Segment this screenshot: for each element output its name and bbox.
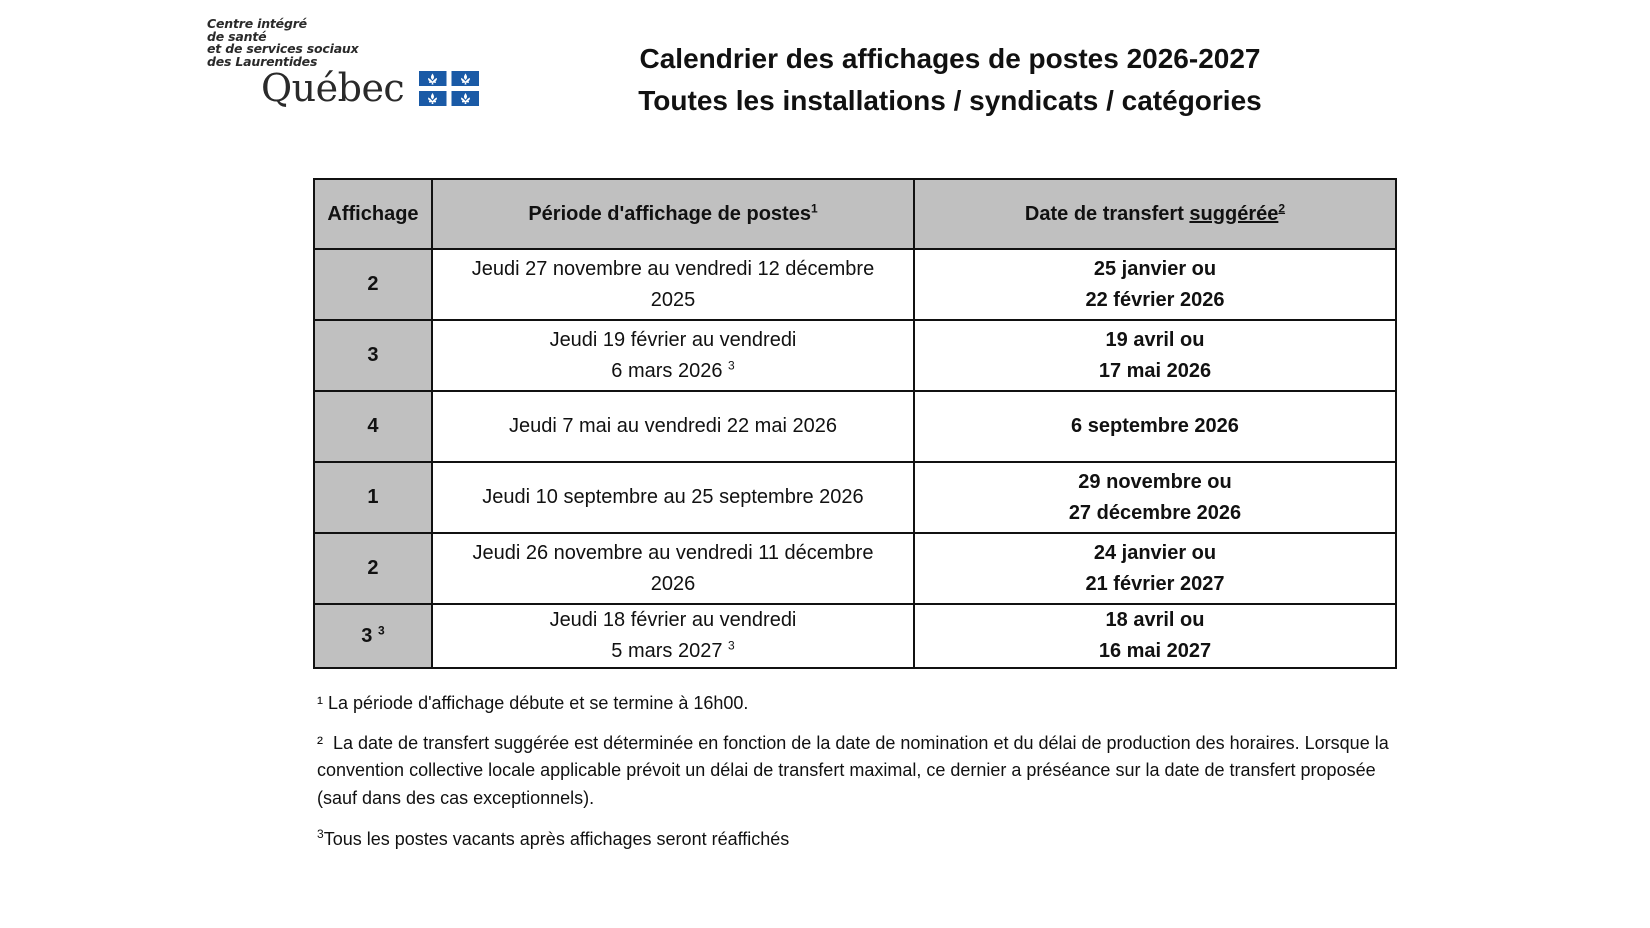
cell-affichage <box>314 249 432 320</box>
table-row <box>314 462 1396 533</box>
affichage-number: 3 <box>361 624 373 647</box>
period-line-1: Jeudi 26 novembre au vendredi 11 décembre <box>472 541 874 564</box>
date-line-1: 6 septembre 2026 <box>1071 415 1239 437</box>
logo-org-line: des Laurentides <box>207 53 318 69</box>
header-date-prefix: Date de transfert <box>1024 202 1190 225</box>
table-row <box>314 320 1396 391</box>
period-line-1: Jeudi 10 septembre au 25 septembre 2026 <box>482 486 864 508</box>
header-periode <box>432 179 914 249</box>
date-line-1: 25 janvier ou <box>1093 257 1217 280</box>
organization-logo <box>207 18 497 110</box>
table-header-row <box>314 179 1396 249</box>
cell-date-transfert <box>914 249 1396 320</box>
date-line-1: 19 avril ou <box>1105 328 1205 351</box>
period-footnote-ref: 3 <box>728 357 735 372</box>
date-line-1: 24 janvier ou <box>1093 541 1217 564</box>
cell-affichage <box>314 604 432 668</box>
cell-periode <box>432 604 914 668</box>
period-line-2 <box>441 569 905 600</box>
period-line-2 <box>441 636 905 667</box>
period-line-2-text: 6 mars 2026 <box>611 359 723 382</box>
period-line-2-text: 2026 <box>650 572 696 595</box>
logo-org-line: Centre intégré <box>207 16 307 31</box>
posting-calendar-table <box>313 178 1397 669</box>
date-line-2: 27 décembre 2026 <box>1068 501 1242 524</box>
footnote-3 <box>317 826 1407 854</box>
header-periode-label: Période d'affichage de postes <box>528 202 811 225</box>
period-footnote-ref: 3 <box>728 638 735 653</box>
header-date-footnote-ref: 2 <box>1278 200 1286 215</box>
cell-date-transfert <box>914 320 1396 391</box>
date-line-2: 22 février 2026 <box>1085 288 1225 311</box>
period-line-1: Jeudi 7 mai au vendredi 22 mai 2026 <box>508 415 837 437</box>
period-line-2-text: 5 mars 2027 <box>611 640 723 662</box>
header-affichage <box>314 179 432 249</box>
table-row <box>314 533 1396 604</box>
header-date-underlined: suggérée <box>1189 202 1279 225</box>
footnote-2-marker: ² <box>317 732 323 753</box>
footnote-2-text: La date de transfert suggérée est déterminée en fonction de la date de nomination et du délai de production des horaires. Lorsque la convention collective locale applicable prévoit un délai de transfert maximal, ce dernier a préséance sur la date de transfert proposée (sauf dans des cas exceptionnels). <box>317 732 1394 808</box>
affichage-number: 2 <box>367 273 379 295</box>
affichage-number: 3 <box>367 344 379 366</box>
header-periode-footnote-ref: 1 <box>810 200 818 215</box>
footnote-3-marker: 3 <box>317 827 324 841</box>
date-line-1: 18 avril ou <box>1105 609 1205 631</box>
cell-periode <box>432 249 914 320</box>
cell-periode <box>432 533 914 604</box>
footnote-1-marker: ¹ <box>317 693 323 713</box>
cell-affichage <box>314 391 432 462</box>
quebec-flag-icon <box>419 71 479 106</box>
table-row <box>314 604 1396 668</box>
cell-affichage <box>314 462 432 533</box>
cell-periode <box>432 320 914 391</box>
affichage-number: 2 <box>367 557 379 579</box>
footnote-3-text: Tous les postes vacants après affichages seront réaffichés <box>323 829 790 849</box>
header-date-transfert <box>914 179 1396 249</box>
date-line-2: 21 février 2027 <box>1085 572 1225 595</box>
cell-date-transfert <box>914 462 1396 533</box>
period-line-1: Jeudi 18 février au vendredi <box>549 609 797 631</box>
logo-org-line: de santé <box>207 28 267 44</box>
affichage-number: 1 <box>367 486 379 508</box>
footnote-2 <box>317 730 1407 813</box>
title-line-1: Calendrier des affichages de postes 2026-2027 <box>639 43 1261 74</box>
cell-periode <box>432 391 914 462</box>
table-row <box>314 391 1396 462</box>
header-affichage-label: Affichage <box>327 202 419 225</box>
cell-periode <box>432 462 914 533</box>
date-line-2: 16 mai 2027 <box>1098 640 1212 662</box>
affichage-number: 4 <box>367 415 379 437</box>
cell-date-transfert <box>914 533 1396 604</box>
cell-date-transfert <box>914 391 1396 462</box>
logo-quebec-wordmark: Québec <box>261 66 405 110</box>
footnote-1-text: La période d'affichage débute et se termine à 16h00. <box>323 693 749 713</box>
title-line-2: Toutes les installations / syndicats / catégories <box>638 85 1262 116</box>
period-line-1: Jeudi 19 février au vendredi <box>549 328 797 351</box>
period-line-2 <box>441 356 905 387</box>
date-line-2: 17 mai 2026 <box>1098 359 1212 382</box>
logo-organization-name <box>207 18 359 68</box>
cell-affichage <box>314 533 432 604</box>
table-row <box>314 249 1396 320</box>
affichage-footnote-ref: 3 <box>377 622 385 637</box>
footnote-1 <box>317 690 1407 718</box>
footnotes <box>317 690 1407 854</box>
cell-affichage <box>314 320 432 391</box>
cell-date-transfert <box>914 604 1396 668</box>
document-title <box>560 38 1340 122</box>
period-line-1: Jeudi 27 novembre au vendredi 12 décembre <box>471 257 875 280</box>
date-line-1: 29 novembre ou <box>1078 470 1232 493</box>
period-line-2-text: 2025 <box>650 288 696 311</box>
period-line-2 <box>441 285 905 316</box>
logo-org-line: et de services sociaux <box>207 41 359 56</box>
